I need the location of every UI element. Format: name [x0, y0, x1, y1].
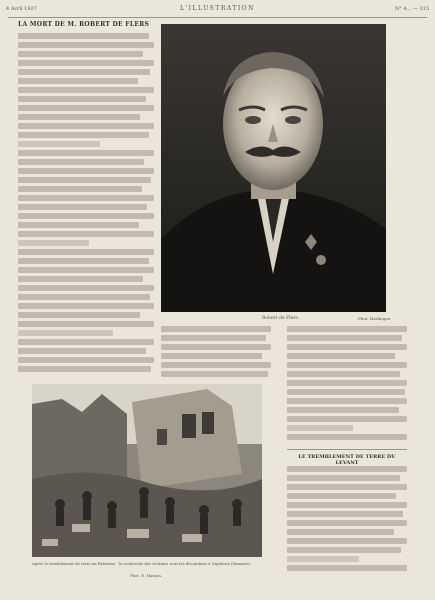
- header-rule: [8, 17, 427, 18]
- second-article-title: LE TREMBLEMENT DE TERRE DU LEVANT: [298, 454, 396, 466]
- header-magazine-title: L'ILLUSTRATION: [180, 5, 255, 12]
- portrait-credit: Phot. Harlingue.: [358, 316, 392, 321]
- earthquake-scene-photo: [32, 384, 262, 557]
- scene-caption: Après le tremblement de terre en Palestine : la recherche des victimes sous les décombres à Naplouse (Samarie).: [32, 561, 252, 566]
- section-rule: [287, 449, 407, 450]
- portrait-photo: [161, 24, 386, 312]
- scene-credit: Phot. E. Matson.: [130, 573, 162, 578]
- article-text-column-middle: [161, 326, 271, 378]
- header-date: 4 Avril 1927: [6, 6, 37, 12]
- portrait-caption: Robert de Flers.: [262, 316, 300, 321]
- article-text-column-left: [18, 33, 154, 376]
- article-title: LA MORT DE M. ROBERT DE FLERS: [18, 21, 150, 28]
- page-header: [6, 4, 429, 16]
- portrait-illustration: [161, 24, 386, 312]
- earthquake-ruins-illustration: [32, 384, 262, 557]
- header-page-number: N° 4... — 315: [394, 6, 429, 12]
- article-text-column-right: [287, 326, 407, 450]
- second-article-text: [287, 466, 407, 576]
